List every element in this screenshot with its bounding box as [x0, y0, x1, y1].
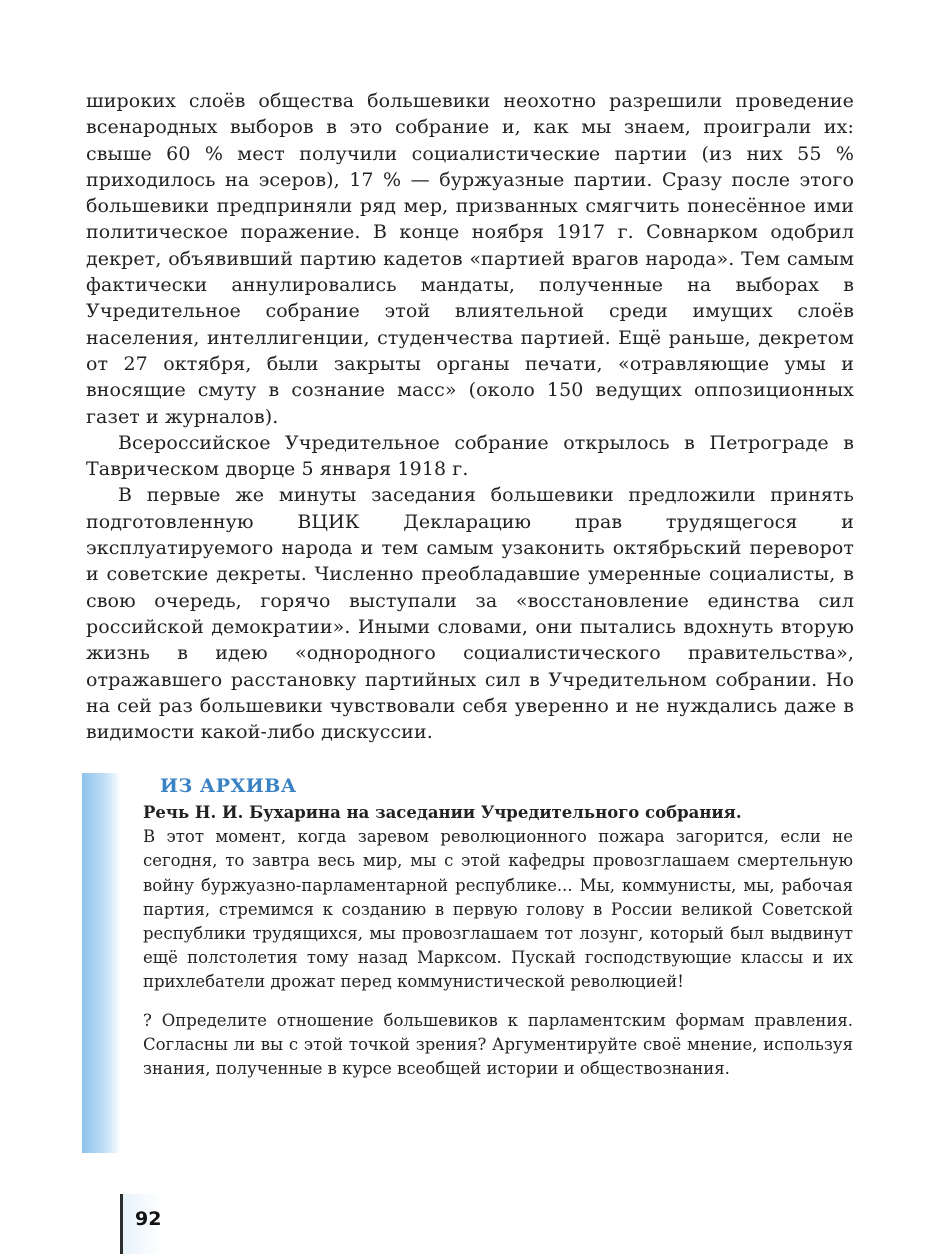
main-text: [86, 88, 854, 745]
page-footer: [120, 1194, 180, 1254]
paragraph-2: Всероссийское Учредительное собрание открылось в Петрограде в Таврическом дворце 5 января 1918 г.: [86, 431, 854, 481]
archive-side-bar: [82, 773, 120, 1153]
paragraph-3: В первые же минуты заседания большевики предложили принять подготовленную ВЦИК Декларацию прав трудящегося и эксплуатируемого народа и тем самым узаконить октябрьский переворот и советские декреты. Численно преобладавшие умеренные социалисты, в свою очередь, горячо выступали за «восстановление единства сил российской демократии». Иными словами, они пытались вдохнуть вторую жизнь в идею «однородного социалистического правительства», отражавшего расстановку партийных сил в Учредительном собрании. Но на сей раз большевики чувствовали себя уверенно и не нуждались даже в видимости какой-либо дискуссии.: [86, 484, 854, 744]
archive-heading: ИЗ АРХИВА: [160, 775, 297, 797]
archive-body: [143, 801, 853, 1081]
page-number: 92: [135, 1208, 162, 1230]
archive-quote: В этот момент, когда заревом революционного пожара загорится, если не сегодня, то завтра весь мир, мы с этой кафедры провозглашаем смертельную войну буржуазно-парламентарной республике... Мы, коммунисты, мы, рабочая партия, стремимся к созданию в первую голову в России великой Советской республики трудящихся, мы провозглашаем тот лозунг, который был выдвинут ещё полстолетия тому назад Марксом. Пускай господствующие классы и их прихлебатели дрожат перед коммунистической революцией!: [143, 827, 853, 992]
paragraph-1: широких слоёв общества большевики неохотно разрешили проведение всенародных выборов в это собрание и, как мы знаем, проиграли их: свыше 60 % мест получили социалистические партии (из них 55 % приходилось на эсеров), 17 % — буржуазные партии. Сразу после этого большевики предприняли ряд мер, призванных смягчить понесённое ими политическое поражение. В конце ноября 1917 г. Совнарком одобрил декрет, объявивший партию кадетов «партией врагов народа». Тем самым фактически аннулировались мандаты, полученные на выборах в Учредительное собрание этой влиятельной среди имущих слоёв населения, интеллигенции, студенчества партией. Ещё раньше, декретом от 27 октября, были закрыты органы печати, «отравляющие умы и вносящие смуту в сознание масс» (около 150 ведущих оппозиционных газет и журналов).: [86, 90, 854, 428]
archive-question: ? Определите отношение большевиков к парламентским формам правления. Согласны ли вы с этой точкой зрения? Аргументируйте своё мнение, используя знания, полученные в курсе всеобщей истории и обществознания.: [143, 1010, 853, 1079]
archive-title: Речь Н. И. Бухарина на заседании Учредительного собрания.: [143, 803, 742, 822]
archive-box: [82, 773, 862, 1155]
